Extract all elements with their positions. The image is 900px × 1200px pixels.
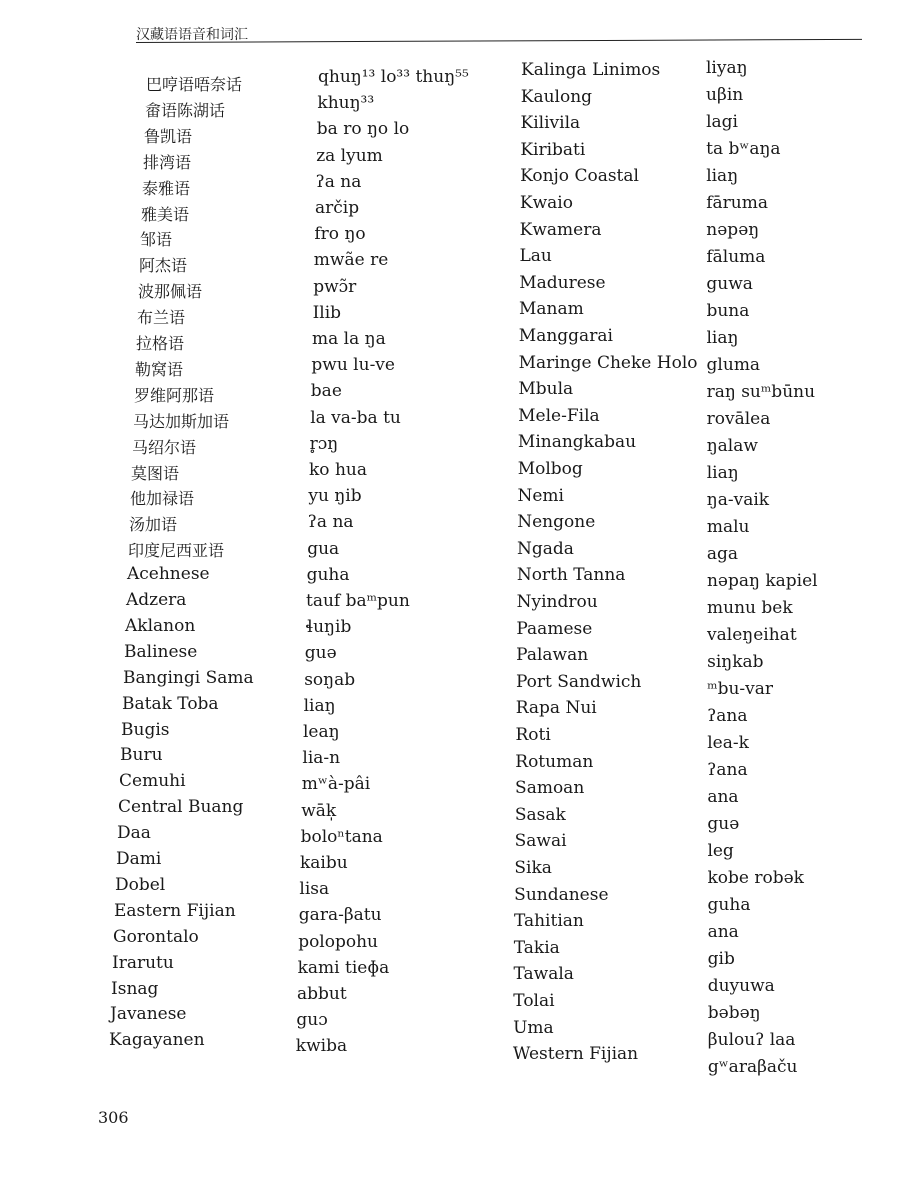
language-name: Takia [513,937,560,958]
language-name: Maringe Cheke Holo [518,352,698,373]
language-name: 鲁凯语 [144,126,193,146]
language-name: 泰雅语 [142,178,191,198]
language-name: 排湾语 [143,152,192,172]
word-form: guwa [706,274,753,294]
word-form: guə [304,643,337,664]
word-form: ŋalaw [706,436,758,456]
language-name: Kagayanen [109,1030,205,1051]
word-form: boloⁿtana [300,826,383,847]
word-form: lagi [706,112,738,132]
language-name: Kwaio [519,193,573,213]
word-form: nəpəŋ [706,220,760,240]
word-form: rovālea [706,409,771,429]
language-name: Kiribati [520,139,586,160]
language-name: Kalinga Linimos [521,60,661,80]
word-form: r̥ɔŋ [309,433,339,454]
word-form: mwãe re [313,250,389,271]
word-form: Ilib [312,302,342,323]
language-name: Bangingi Sama [123,667,254,688]
language-name: Mbula [518,379,574,400]
language-name: Ngada [517,538,574,559]
word-form: aga [706,544,739,564]
word-form: leg [707,841,734,861]
language-name: Kwamera [519,219,602,240]
language-name: Nemi [517,485,564,506]
word-form: kaibu [300,853,348,873]
word-form: ŋa-vaik [706,490,770,510]
language-name: Sika [514,858,552,878]
word-form: guha [707,895,751,915]
language-name: Samoan [515,778,585,799]
language-name: 莫图语 [131,463,180,483]
page-number: 306 [98,1108,129,1127]
language-name: Daa [117,823,151,844]
language-name: Rotuman [515,751,594,772]
word-form: siŋkab [707,652,764,672]
language-name: 巴哼语唔奈话 [146,75,243,94]
language-name: Sundanese [514,884,609,905]
language-name: Tahitian [513,911,584,932]
word-form: ʔana [707,760,748,780]
word-form: gua [307,538,340,559]
word-form: fāluma [706,247,766,267]
word-form: βulouʔ laa [707,1030,796,1050]
language-name: Tawala [513,964,574,985]
word-form: leaŋ [303,722,340,742]
word-form: malu [706,517,750,537]
language-name: Central Buang [118,797,244,818]
word-form: nəpaŋ kapiel [706,571,818,591]
language-name: Lau [519,246,552,267]
language-name: 他加禄语 [130,489,195,509]
word-form: gib [707,949,735,969]
language-name: Nyindrou [516,592,598,612]
language-name: 罗维阿那语 [134,385,215,405]
word-form: mʷà-pâi [301,774,371,795]
word-form: munu bek [707,598,793,618]
language-name: Port Sandwich [515,671,642,692]
language-name: North Tanna [516,565,626,586]
word-form: polopohu [298,931,378,952]
language-name: 布兰语 [137,308,186,328]
word-form: lisa [299,879,330,900]
word-form: ana [707,787,739,807]
word-form: ba ro ŋo lo [316,119,410,140]
word-form: bəbəŋ [707,1003,761,1023]
word-form: guə [707,814,740,834]
word-form: ta bʷaŋa [706,139,781,159]
language-name: Kaulong [520,86,593,107]
language-name: 马达加斯加语 [133,411,230,431]
word-form: khuŋ³³ [317,93,375,114]
word-form: liyaŋ [706,58,748,78]
language-name: Irarutu [112,952,174,973]
language-name: Kilivila [520,113,581,134]
word-form: liaŋ [706,328,739,348]
word-form: liaŋ [303,695,336,716]
word-form: kwiba [295,1036,348,1057]
language-name: Adzera [126,590,187,610]
word-form: fāruma [706,193,769,213]
language-name: Sasak [514,804,566,825]
word-form: soŋab [304,669,356,690]
language-name: 印度尼西亚语 [128,541,225,561]
language-name: Balinese [124,641,198,662]
language-name: 波那佩语 [138,282,203,302]
language-name: Manam [519,299,584,320]
language-name: Rapa Nui [515,698,597,719]
word-form: liaŋ [706,463,739,483]
language-name: Isnag [111,978,159,999]
language-name: 雅美语 [141,204,190,224]
word-form: guha [306,564,350,585]
word-form: pwu lu-ve [311,355,395,376]
language-name: Nengone [517,512,596,533]
language-name: Batak Toba [122,693,219,714]
language-name: Bugis [121,719,170,740]
word-form: gluma [706,355,761,375]
word-form: uβin [706,85,744,105]
language-name: Tolai [513,991,555,1011]
word-form: pwɔ̃r [313,276,357,297]
word-form: ʔa na [315,171,362,192]
language-name: Dami [116,849,162,869]
word-form: ʔa na [307,512,354,533]
word-form: ᵐbu-var [707,679,774,699]
language-name: Paamese [516,618,593,639]
word-form: fro ŋo [314,224,366,245]
language-name: 邹语 [140,230,173,250]
word-form: gʷaraβaču [707,1057,798,1077]
word-form: ana [707,922,739,942]
word-form: abbut [297,984,347,1004]
language-name: Western Fijian [512,1044,639,1065]
language-name: Madurese [519,272,606,293]
word-form: duyuwa [707,976,775,996]
word-form: qhuŋ¹³ lo³³ thuŋ⁵⁵ [318,67,469,87]
word-form: tauf baᵐpun [306,591,410,611]
language-name: Acehnese [127,564,210,585]
word-form: yu ŋib [308,486,362,507]
word-form: guɔ [296,1010,328,1031]
language-name: Konjo Coastal [520,166,639,187]
word-form: kobe robək [707,868,804,888]
language-name: Uma [513,1017,554,1038]
word-form: buna [706,301,750,321]
language-name: Roti [515,725,551,745]
language-name: Eastern Fijian [114,900,236,921]
word-form: ma la ŋa [312,329,386,349]
language-name: Manggarai [518,326,613,346]
language-name: 汤加语 [129,515,178,535]
language-name: 拉格语 [136,334,185,353]
language-name: Gorontalo [113,926,199,947]
word-form: wāk̩ [301,800,337,821]
word-form: ʔana [707,706,748,726]
word-form: kami tieɸa [297,957,390,978]
language-name: Palawan [516,645,589,666]
language-name: Minangkabau [517,432,637,453]
language-name: 畲语陈湖话 [145,100,226,120]
word-form: valeŋeihat [707,625,797,645]
word-form: gara-βatu [298,905,382,926]
language-name: Aklanon [125,615,196,636]
word-form: ɬuŋib [305,617,352,638]
word-form: bae [310,381,342,402]
language-name: Mele-Fila [518,405,600,426]
word-form: ko hua [309,460,367,480]
language-name: Javanese [110,1004,187,1025]
language-name: Molbog [517,459,583,479]
word-form: liaŋ [706,166,739,186]
language-name: Buru [120,745,163,766]
word-form: lea-k [707,733,749,753]
word-form: la va-ba tu [310,407,401,428]
language-name: Sawai [514,831,567,852]
running-header: 汉藏语语音和词汇 [136,27,248,43]
language-name: 勒窝语 [135,359,184,379]
word-form: arčip [315,198,360,218]
language-name: Cemuhi [119,771,186,792]
language-name: Dobel [115,874,166,895]
word-form: raŋ suᵐbūnu [706,382,816,402]
language-name: 马绍尔语 [132,437,197,457]
word-form: za lyum [316,145,383,166]
language-name: 阿杰语 [139,256,188,276]
word-form: lia-n [302,748,341,769]
